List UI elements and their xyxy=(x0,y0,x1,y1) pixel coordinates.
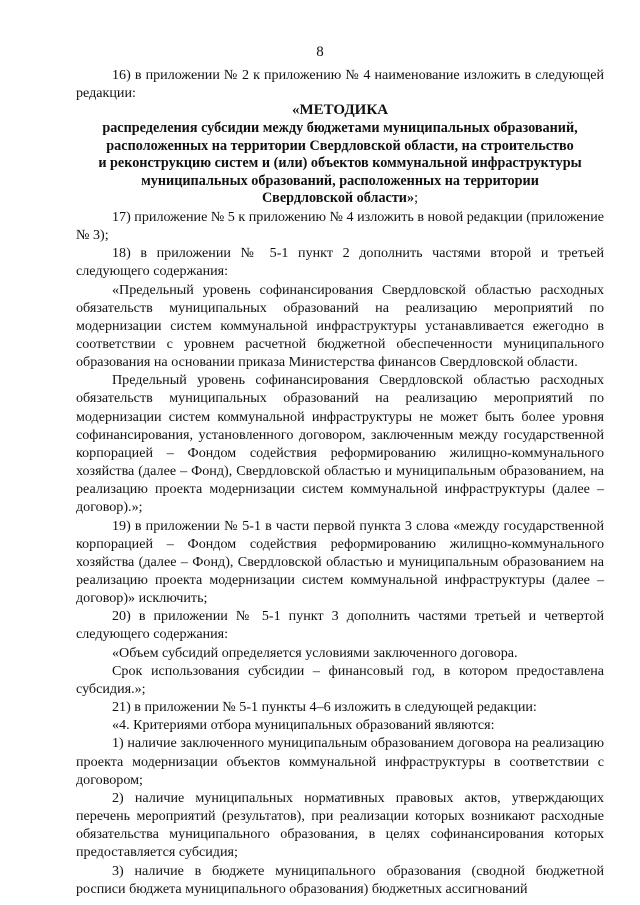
item-20-quote-part-4: Срок использования субсидии – финансовый год, в котором предоставлена субсидия.»; xyxy=(76,662,604,697)
clause-4-heading: «4. Критериями отбора муниципальных образований являются: xyxy=(112,717,495,734)
title-tail: ; xyxy=(414,190,419,207)
title-line-2: распределения субсидии между бюджетами муниципальных образований, xyxy=(102,119,578,136)
item-20-quote-part-3: «Объем субсидий определяется условиями заключенного договора. xyxy=(112,644,518,661)
item-18-quote-part-3: Предельный уровень софинансирования Свердловской областью расходных обязательств муниципальных образований на реализацию мероприятий по модернизации систем коммунальной инфраструктуры не может быть более уровня софинансирования, установленного договором, заключенным между государственной корпорацией – Фондом содействия реформированию жилищно-коммунального хозяйства (далее – Фонд), Свердловской областью и муниципальным образованием, на реализацию проекта модернизации систем коммунальной инфраструктуры (далее – договор).»; xyxy=(76,372,604,516)
title-line-6 xyxy=(76,190,604,208)
criterion-1: 1) наличие заключенного муниципальным образованием договора на реализацию проекта модернизации объектов коммунальной инфраструктуры в соответствии с договором; xyxy=(76,735,604,788)
title-line-6-text: Свердловской области» xyxy=(261,190,415,207)
title-line-4: и реконструкцию систем и (или) объектов коммунальной инфраструктуры xyxy=(98,155,582,172)
criterion-2: 2) наличие муниципальных нормативных правовых актов, утверждающих перечень мероприятий (результатов), при реализации которых возникают расходные обязательства муниципального образования, в целях софинансирования которых предоставляется субсидия; xyxy=(76,789,604,861)
page-number: 8 xyxy=(316,44,324,60)
title-line-1: «МЕТОДИКА xyxy=(291,102,389,119)
item-21: 21) в приложении № 5-1 пункты 4–6 изложить в следующей редакции: xyxy=(112,699,537,716)
item-18: 18) в приложении № 5-1 пункт 2 дополнить частями второй и третьей следующего содержания: xyxy=(76,245,604,280)
criterion-3: 3) наличие в бюджете муниципального образования (сводной бюджетной росписи бюджета муниципального образования) бюджетных ассигнований xyxy=(76,862,604,897)
item-17: 17) приложение № 5 к приложению № 4 изложить в новой редакции (приложение № 3); xyxy=(76,208,605,244)
methodology-title xyxy=(76,102,604,208)
item-19: 19) в приложении № 5-1 в части первой пункта 3 слова «между государственной корпорацией – Фондом содействия реформированию жилищно-коммунального хозяйства (далее – Фонд), Свердловской областью и муниципальным образованием на реализацию проекта модернизации систем коммунальной инфраструктуры (далее – договор)» исключить; xyxy=(76,517,604,607)
item-18-quote-part-2: «Предельный уровень софинансирования Свердловской областью расходных обязательств муниципальных образований на реализацию мероприятий по модернизации систем коммунальной инфраструктуры устанавливается ежегодно в соответствии с уровнем расчетной бюджетной обеспеченности муниципального образования на основании приказа Министерства финансов Свердловской области. xyxy=(76,281,604,371)
document-body xyxy=(76,66,604,898)
item-16-intro: 16) в приложении № 2 к приложению № 4 наименование изложить в следующей редакции: xyxy=(76,67,604,102)
item-20: 20) в приложении № 5-1 пункт 3 дополнить частями третьей и четвертой следующего содержания: xyxy=(76,608,604,643)
title-line-5: муниципальных образований, расположенных на территории xyxy=(141,172,539,189)
title-line-3: расположенных на территории Свердловской области, на строительство xyxy=(106,137,574,154)
